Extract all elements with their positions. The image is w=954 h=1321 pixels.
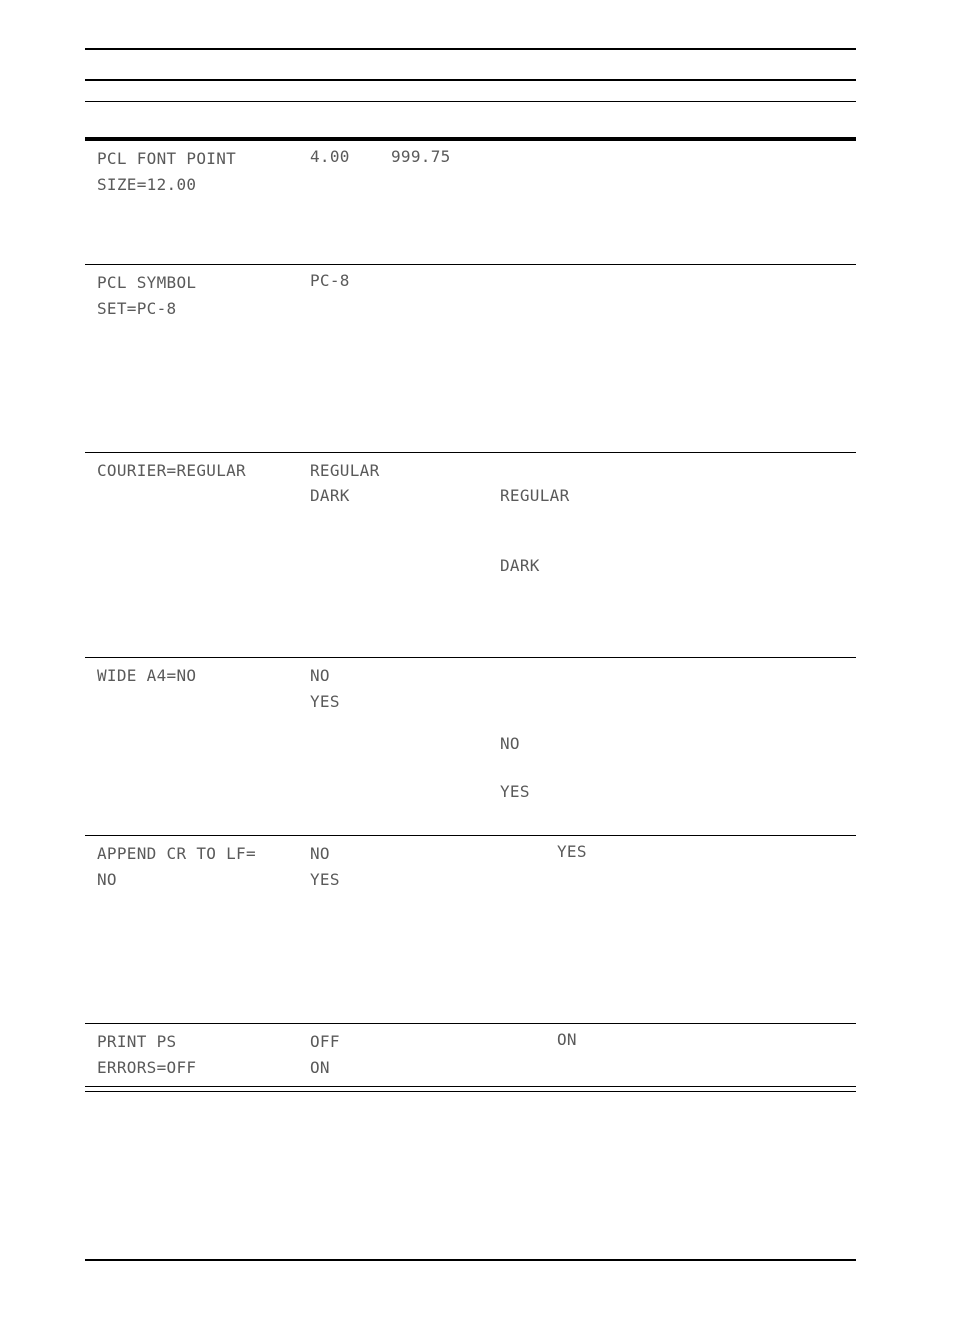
- row-divider: [85, 452, 856, 453]
- item-label: WIDE A4=NO: [97, 666, 197, 685]
- item-label: PCL FONT POINT: [97, 149, 237, 168]
- item-label: SET=PC-8: [97, 299, 177, 318]
- value-min: 4.00: [310, 147, 350, 166]
- explanation-value: NO: [500, 734, 520, 753]
- value: ON: [310, 1058, 330, 1077]
- value: NO: [310, 844, 330, 863]
- value: YES: [310, 870, 340, 889]
- header-rule-1: [85, 79, 856, 81]
- item-label: SIZE=12.00: [97, 175, 197, 194]
- explanation-value: YES: [500, 782, 530, 801]
- row-divider: [85, 835, 856, 836]
- value: NO: [310, 666, 330, 685]
- table-head-rule: [85, 137, 856, 141]
- explanation-value: ON: [557, 1030, 577, 1049]
- item-label: ERRORS=OFF: [97, 1058, 197, 1077]
- explanation-value: YES: [557, 842, 587, 861]
- row-divider: [85, 264, 856, 265]
- header-rule-2: [85, 101, 856, 102]
- value: REGULAR: [310, 461, 380, 480]
- footer-rule: [85, 1259, 856, 1261]
- top-rule: [85, 48, 856, 50]
- item-label: PCL SYMBOL: [97, 273, 197, 292]
- value: YES: [310, 692, 340, 711]
- item-label: COURIER=REGULAR: [97, 461, 246, 480]
- table-end-rule: [85, 1086, 856, 1087]
- value: OFF: [310, 1032, 340, 1051]
- value-max: 999.75: [391, 147, 451, 166]
- table-end-rule: [85, 1091, 856, 1092]
- item-label: PRINT PS: [97, 1032, 177, 1051]
- value: PC-8: [310, 271, 350, 290]
- explanation-value: DARK: [500, 556, 540, 575]
- row-divider: [85, 657, 856, 658]
- value: DARK: [310, 486, 350, 505]
- item-label: NO: [97, 870, 117, 889]
- item-label: APPEND CR TO LF=: [97, 844, 256, 863]
- row-divider: [85, 1023, 856, 1024]
- explanation-value: REGULAR: [500, 486, 570, 505]
